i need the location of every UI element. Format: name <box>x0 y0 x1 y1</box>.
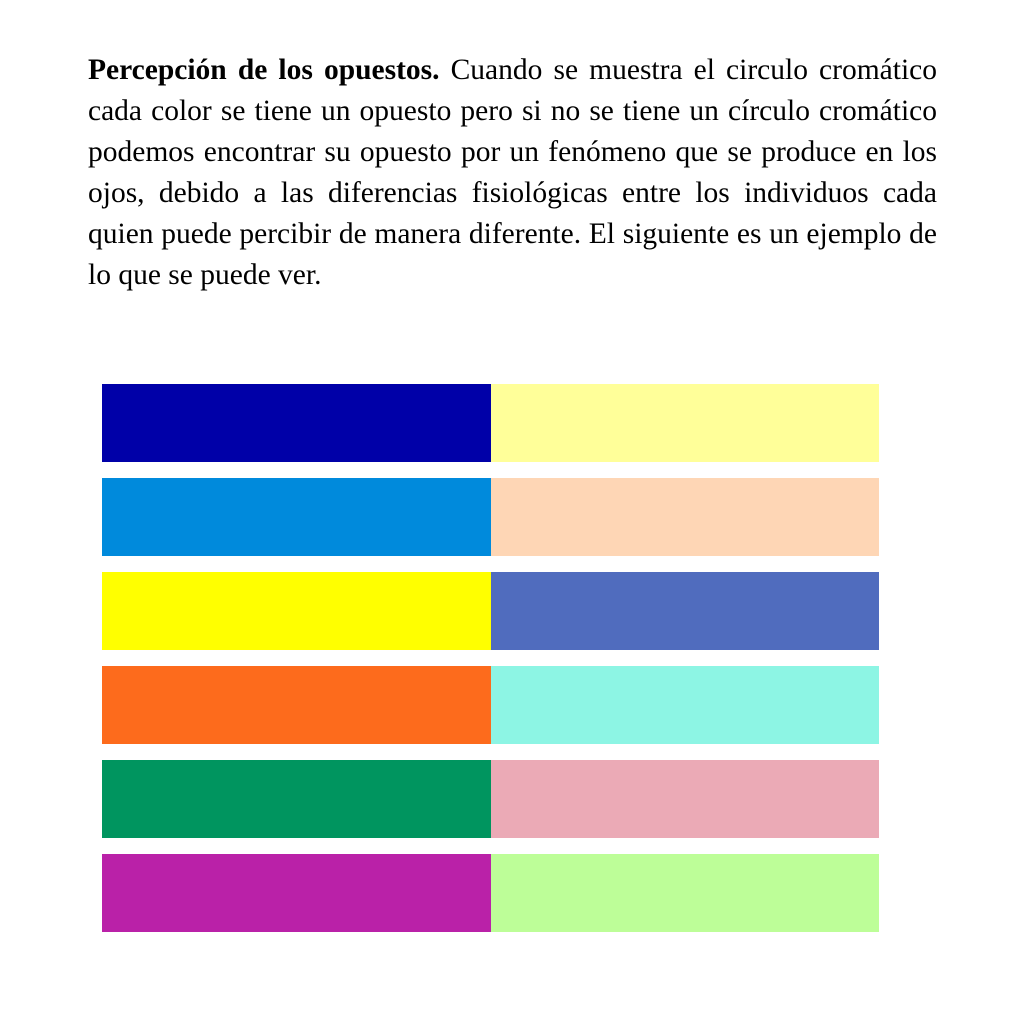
opposite-color-swatch <box>491 478 879 556</box>
swatch-row <box>102 666 879 744</box>
color-swatch <box>102 854 491 932</box>
color-opposites-grid <box>102 384 879 932</box>
color-swatch <box>102 572 491 650</box>
color-swatch <box>102 478 491 556</box>
opposite-color-swatch <box>491 666 879 744</box>
swatch-row <box>102 854 879 932</box>
color-swatch <box>102 666 491 744</box>
color-swatch <box>102 384 491 462</box>
paragraph-body: Cuando se muestra el circulo cromático cada color se tiene un opuesto pero si no se tiene un círculo cromático podemos encontrar su opuesto por un fenómeno que se produce en los ojos, debido a las diferencias fisiológicas entre los individuos cada quien puede percibir de manera diferente. El siguiente es un ejemplo de lo que se puede ver. <box>88 54 937 291</box>
paragraph-heading: Percepción de los opuestos. <box>88 54 440 86</box>
opposite-color-swatch <box>491 760 879 838</box>
opposite-color-swatch <box>491 384 879 462</box>
color-swatch <box>102 760 491 838</box>
swatch-row <box>102 384 879 462</box>
swatch-row <box>102 572 879 650</box>
swatch-row <box>102 478 879 556</box>
opposite-color-swatch <box>491 572 879 650</box>
swatch-row <box>102 760 879 838</box>
opposite-color-swatch <box>491 854 879 932</box>
intro-paragraph <box>88 50 937 296</box>
